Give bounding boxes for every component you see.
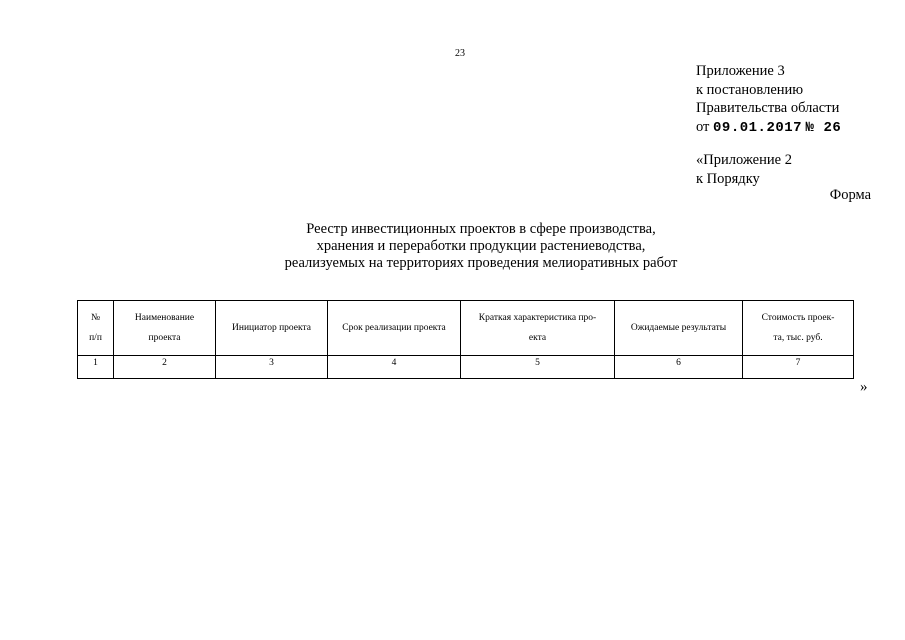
header-col-number: № п/п bbox=[78, 301, 114, 356]
appendix-3-line3: Правительства области bbox=[696, 100, 840, 116]
appendix-3-header bbox=[696, 62, 841, 137]
appendix-3-line2: к постановлению bbox=[696, 81, 804, 98]
title-line2: хранения и переработки продукции растениеводства, bbox=[316, 238, 646, 254]
resolution-number: № 26 bbox=[805, 119, 842, 136]
header-col-expected-results: Ожидаемые результаты bbox=[615, 301, 743, 356]
date-prefix: от bbox=[696, 118, 710, 135]
title-line1: Реестр инвестиционных проектов в сфере производства, bbox=[306, 221, 656, 237]
resolution-date: 09.01.2017 bbox=[713, 119, 803, 136]
header-col-project-name: Наименование проекта bbox=[114, 301, 216, 356]
column-number-1: 1 bbox=[78, 356, 114, 379]
column-number-5: 5 bbox=[461, 356, 615, 379]
header-col-term: Срок реализации проекта bbox=[328, 301, 461, 356]
document-title bbox=[0, 221, 905, 272]
form-label: Форма bbox=[829, 187, 871, 203]
page-number: 23 bbox=[455, 48, 465, 59]
column-number-2: 2 bbox=[114, 356, 216, 379]
appendix-2-line2: к Порядку bbox=[696, 170, 760, 187]
column-number-3: 3 bbox=[216, 356, 328, 379]
column-number-6: 6 bbox=[615, 356, 743, 379]
header-col-cost: Стоимость проек- та, тыс. руб. bbox=[743, 301, 854, 356]
title-line3: реализуемых на территориях проведения мелиоративных работ bbox=[284, 255, 678, 271]
table-numbering-row bbox=[78, 356, 854, 379]
column-number-4: 4 bbox=[328, 356, 461, 379]
table-header-row bbox=[78, 301, 854, 356]
project-register-table bbox=[77, 300, 854, 379]
appendix-2-header bbox=[696, 151, 792, 188]
appendix-3-date-line bbox=[696, 118, 841, 138]
closing-quote: » bbox=[860, 379, 868, 395]
column-number-7: 7 bbox=[743, 356, 854, 379]
header-col-description: Краткая характеристика про- екта bbox=[461, 301, 615, 356]
appendix-2-line1: «Приложение 2 bbox=[696, 152, 792, 168]
header-col-initiator: Инициатор проекта bbox=[216, 301, 328, 356]
appendix-3-line1: Приложение 3 bbox=[696, 63, 785, 79]
